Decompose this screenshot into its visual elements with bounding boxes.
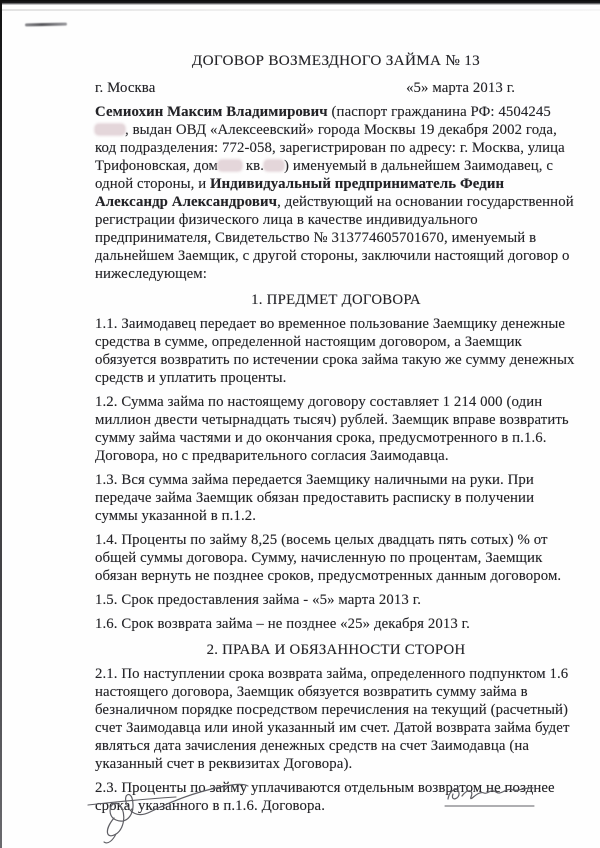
preamble-text-2: , выдан ОВД «Алексеевский» города Москвы 19 декабря 2002 года, код подразделения: 772-058, зарегистрирован по адресу: г. Москва, улица Трифоновская, дом [95, 122, 565, 174]
preamble-paragraph [95, 103, 577, 283]
clause-1-3: 1.3. Вся сумма займа передается Заемщику наличными на руки. При передаче займа Заемщик обязан предоставить расписку в получении суммы указанной в п.1.2. [95, 472, 535, 524]
preamble-text-4: ) именуемый в дальнейшем Заимодавец, с одной стороны, и [95, 158, 554, 192]
clause-1-1: 1.1. Заимодавец передает во временное пользование Заемщику денежные средства в сумме, определенной настоящим договором, а Заемщик обязуется возвратить по истечении срока займа такую же сумму денежных средств и уплатить проценты. [95, 316, 575, 386]
scan-artifact-mark [25, 23, 67, 27]
date-label: «5» марта 2013 г. [406, 80, 515, 96]
scan-left-edge [0, 0, 2, 848]
clause-1-6: 1.6. Срок возврата займа – не позднее «25» декабря 2013 г. [95, 616, 470, 632]
contract-document [95, 50, 577, 815]
scan-top-edge [0, 0, 600, 5]
borrower-name: Индивидуальный предприниматель Федин Александр Александрович [95, 176, 505, 210]
scan-top-fade-line [0, 9, 600, 11]
clause-1-5: 1.5. Срок предоставления займа - «5» марта 2013 г. [95, 592, 422, 608]
redaction-passport-number [95, 124, 125, 135]
borrower-signature-icon [436, 784, 548, 814]
clause-2-3: 2.3. Проценты по займу уплачиваются отдельным возвратом не позднее срока, указанного в п.1.6. Договора. [95, 780, 555, 814]
preamble-text-3: кв. [242, 158, 264, 174]
document-title: ДОГОВОР ВОЗМЕЗДНОГО ЗАЙМА № 13 [191, 52, 481, 69]
city-label: г. Москва [95, 80, 156, 96]
redaction-apartment-number [264, 160, 284, 171]
preamble-text-1: (паспорт гражданина РФ: 4504245 [327, 104, 551, 120]
section-1-heading: 1. ПРЕДМЕТ ДОГОВОРА [251, 292, 421, 308]
preamble-text-5: , действующий на основании государственной регистрации физического лица в качестве индивидуального предпринимателя, Свидетельство № 313774605701670, именуемый в дальнейшем Заемщик, с другой стороны, заключили настоящий договор о нижеследующем: [95, 194, 574, 282]
clause-1-4: 1.4. Проценты по займу 8,25 (восемь целых двадцать пять сотых) % от общей суммы договора. Сумму, начисленную по процентам, Заемщик обязан вернуть не позднее сроков, предусмотренных данным договором. [95, 532, 562, 584]
section-2-heading: 2. ПРАВА И ОБЯЗАННОСТИ СТОРОН [206, 642, 466, 658]
place-date-row [95, 79, 577, 97]
lender-name: Семиохин Максим Владимирович [95, 104, 328, 120]
redaction-house-number [218, 160, 242, 171]
clause-2-1: 2.1. По наступлении срока возврата займа, определенного подпунктом 1.6 настоящего договора, Заемщик обязуется возвратить сумму займа в безналичном порядке посредством перечисления на текущий (расчетный) счет Заимодавца или иной указанный им счет. Датой возврата займа будет являться дата зачисления денежных средств на счет Заимодавца (на указанный счет в реквизитах Договора). [95, 666, 570, 772]
lender-signature-icon [80, 782, 255, 846]
clause-1-2: 1.2. Сумма займа по настоящему договору составляет 1 214 000 (один миллион двести четырнадцать тысяч) рублей. Заемщик вправе возвратить сумму займа частями и до окончания срока, предусмотренного в п.1.6. Договора, но с предварительного согласия Заимодавца. [95, 394, 569, 464]
